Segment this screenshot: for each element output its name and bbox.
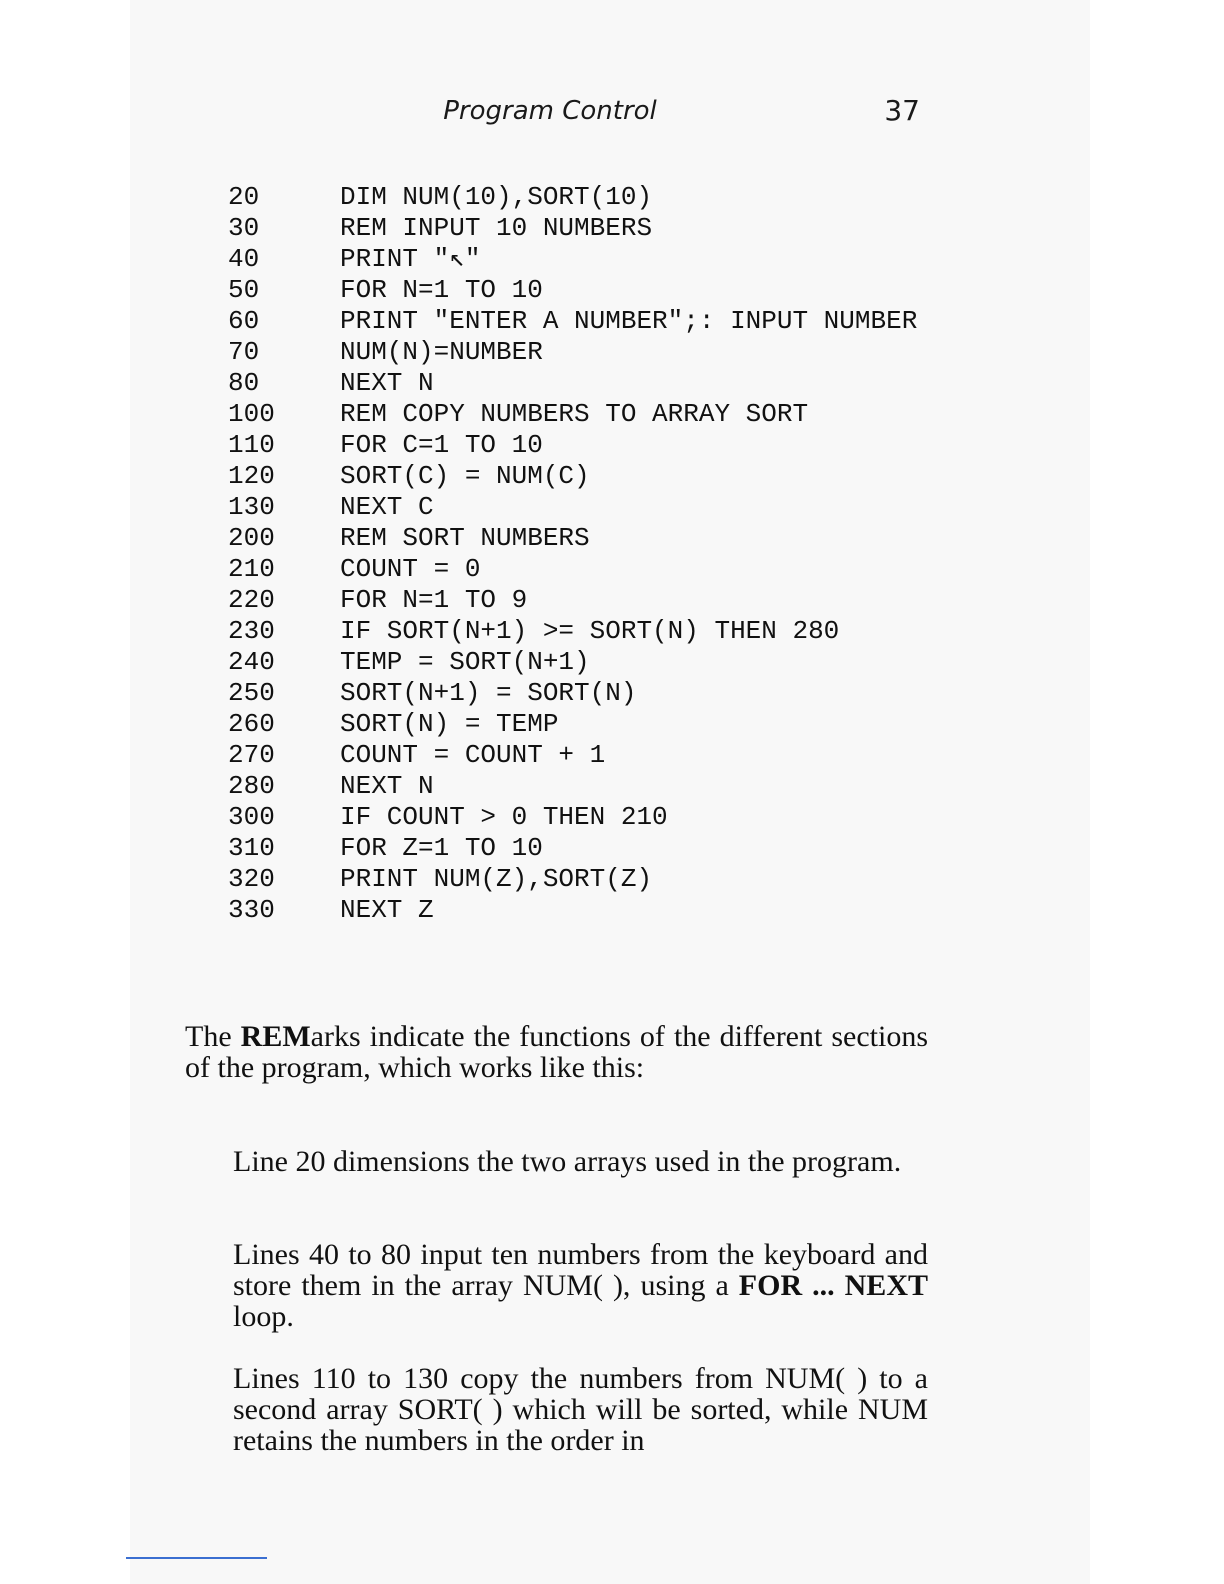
code-line	[228, 461, 928, 492]
code-line	[228, 616, 928, 647]
line-number: 50	[228, 275, 260, 305]
statement: NEXT N	[340, 771, 434, 801]
intro-paragraph	[185, 1021, 928, 1083]
statement: FOR N=1 TO 10	[340, 275, 543, 305]
statement: PRINT "↖"	[340, 244, 481, 274]
code-line	[228, 306, 928, 337]
code-line	[228, 554, 928, 585]
line-number: 310	[228, 833, 275, 863]
statement: SORT(N+1) = SORT(N)	[340, 678, 637, 708]
line-number: 330	[228, 895, 275, 925]
code-line	[228, 399, 928, 430]
statement: SORT(C) = NUM(C)	[340, 461, 590, 491]
code-line	[228, 337, 928, 368]
running-header-title: Program Control	[443, 96, 657, 126]
explanation-text: Lines 110 to 130 copy the numbers from NUM( ) to a second array SORT( ) which will be sorted, while NUM retains the numbers in the order in	[233, 1362, 928, 1457]
intro-text-start: The	[185, 1020, 241, 1053]
statement: SORT(N) = TEMP	[340, 709, 559, 739]
statement: IF COUNT > 0 THEN 210	[340, 802, 668, 832]
line-number: 260	[228, 709, 275, 739]
code-line	[228, 492, 928, 523]
statement: COUNT = 0	[340, 554, 481, 584]
line-number: 80	[228, 368, 260, 398]
explanation-lines-110-130	[233, 1363, 928, 1456]
statement: PRINT "ENTER A NUMBER";: INPUT NUMBER	[340, 306, 918, 336]
explanation-text: Line 20 dimensions the two arrays used in the program.	[233, 1145, 902, 1178]
statement: COUNT = COUNT + 1	[340, 740, 606, 770]
code-line	[228, 182, 928, 213]
statement: DIM NUM(10),SORT(10)	[340, 182, 653, 212]
line-number: 220	[228, 585, 275, 615]
intro-text-end: arks indicate the functions of the different sections of the program, which works like this:	[185, 1020, 928, 1084]
line-number: 70	[228, 337, 260, 367]
code-line	[228, 647, 928, 678]
code-line	[228, 523, 928, 554]
code-line	[228, 678, 928, 709]
line-number: 100	[228, 399, 275, 429]
explanation-text-start: Lines 40 to 80 input ten numbers from the keyboard and store them in the array NUM( ), using a	[233, 1238, 928, 1302]
statement: PRINT NUM(Z),SORT(Z)	[340, 864, 653, 894]
line-number: 230	[228, 616, 275, 646]
code-line	[228, 585, 928, 616]
line-number: 320	[228, 864, 275, 894]
code-line	[228, 740, 928, 771]
explanation-text-end: loop.	[233, 1300, 294, 1333]
line-number: 30	[228, 213, 260, 243]
statement: NUM(N)=NUMBER	[340, 337, 543, 367]
code-line	[228, 709, 928, 740]
statement: REM SORT NUMBERS	[340, 523, 590, 553]
code-line	[228, 771, 928, 802]
statement: FOR N=1 TO 9	[340, 585, 528, 615]
code-line	[228, 275, 928, 306]
statement: IF SORT(N+1) >= SORT(N) THEN 280	[340, 616, 840, 646]
code-line	[228, 430, 928, 461]
page-number: 37	[884, 94, 920, 127]
line-number: 60	[228, 306, 260, 336]
basic-program-listing	[228, 182, 928, 926]
line-number: 280	[228, 771, 275, 801]
for-next-keyword: FOR ... NEXT	[738, 1269, 928, 1302]
line-number: 20	[228, 182, 260, 212]
code-line	[228, 802, 928, 833]
code-line	[228, 244, 928, 275]
code-line	[228, 833, 928, 864]
statement: NEXT C	[340, 492, 434, 522]
line-number: 270	[228, 740, 275, 770]
statement: REM INPUT 10 NUMBERS	[340, 213, 653, 243]
statement: NEXT N	[340, 368, 434, 398]
line-number: 200	[228, 523, 275, 553]
statement: FOR C=1 TO 10	[340, 430, 543, 460]
code-line	[228, 368, 928, 399]
line-number: 210	[228, 554, 275, 584]
intro-rem-keyword: REM	[240, 1020, 311, 1053]
explanation-line-20	[233, 1146, 928, 1177]
line-number: 240	[228, 647, 275, 677]
line-number: 300	[228, 802, 275, 832]
statement: NEXT Z	[340, 895, 434, 925]
line-number: 40	[228, 244, 260, 274]
statement: FOR Z=1 TO 10	[340, 833, 543, 863]
line-number: 250	[228, 678, 275, 708]
code-line	[228, 864, 928, 895]
line-number: 120	[228, 461, 275, 491]
code-line	[228, 895, 928, 926]
statement: TEMP = SORT(N+1)	[340, 647, 590, 677]
line-number: 130	[228, 492, 275, 522]
code-line	[228, 213, 928, 244]
footer-rule	[126, 1557, 267, 1559]
explanation-lines-40-80	[233, 1239, 928, 1332]
line-number: 110	[228, 430, 275, 460]
statement: REM COPY NUMBERS TO ARRAY SORT	[340, 399, 809, 429]
